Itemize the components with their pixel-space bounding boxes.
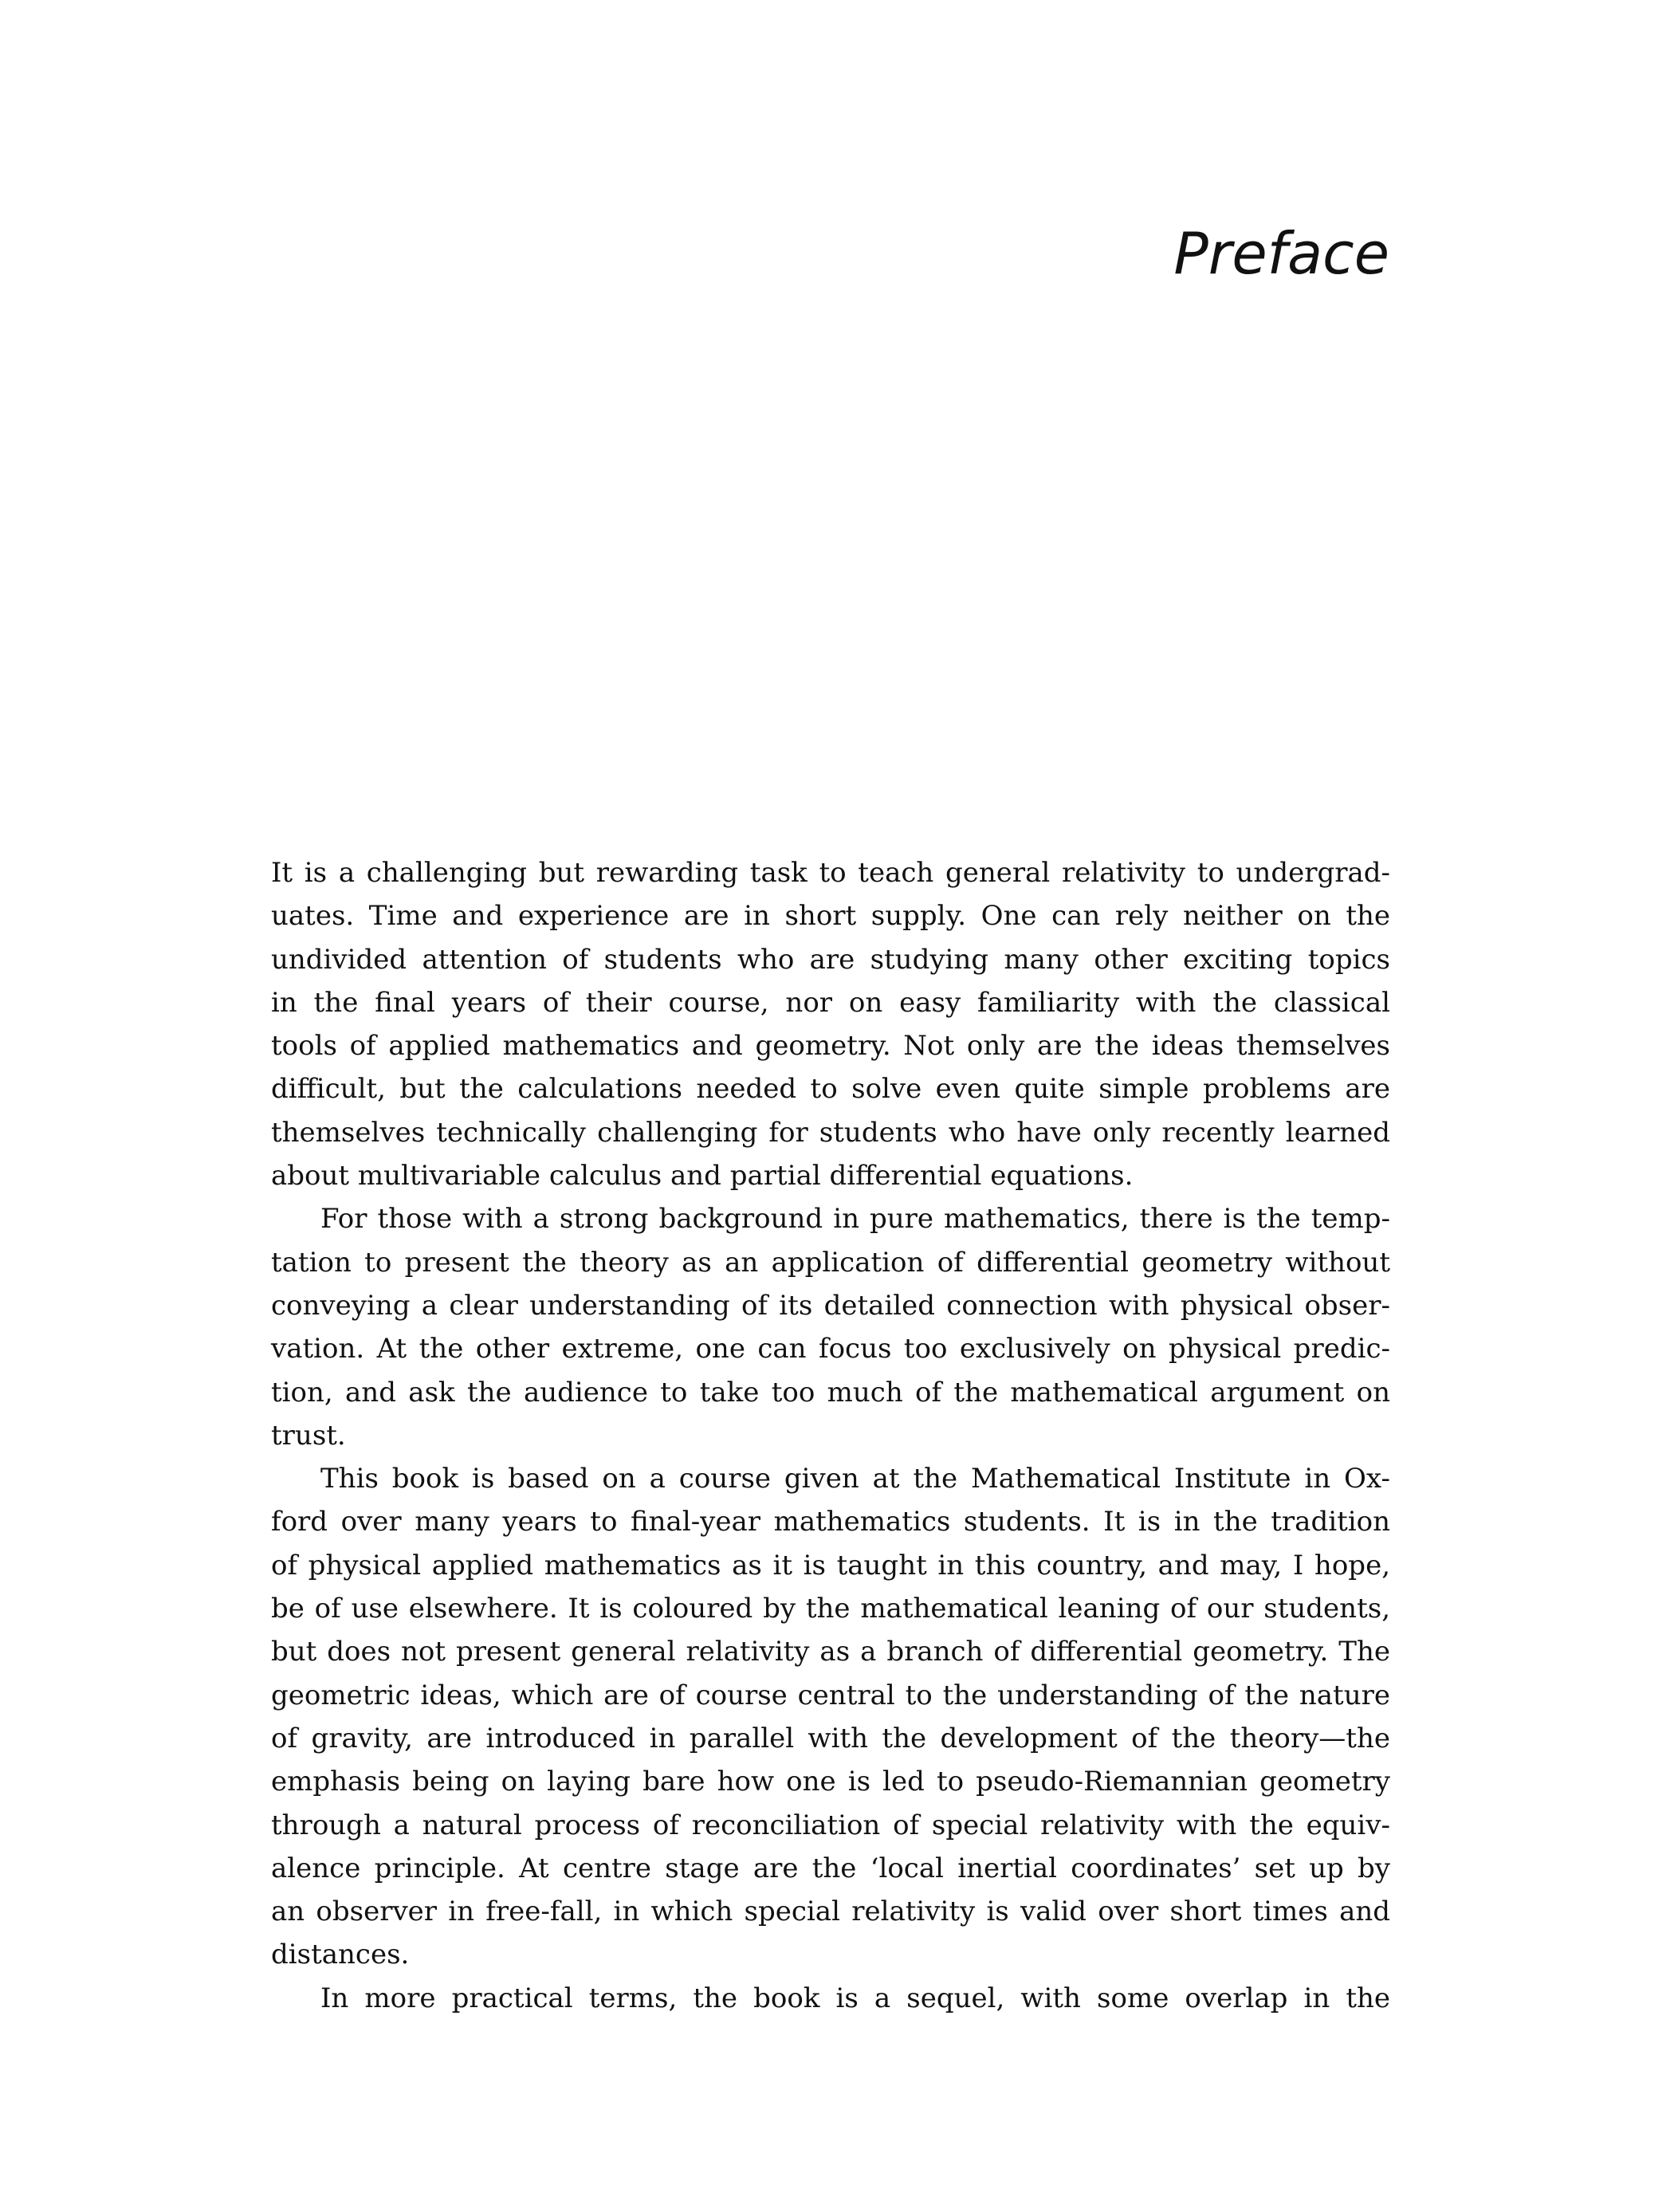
text-line: geometric ideas, which are of course central to the understanding of the nature bbox=[271, 1679, 1390, 1711]
text-line: difficult, but the calculations needed to solve even quite simple problems are bbox=[271, 1073, 1390, 1106]
text-line: alence principle. At centre stage are the ‘local inertial coordinates’ set up by bbox=[271, 1852, 1390, 1884]
text-line: in the final years of their course, nor on easy familiarity with the classical bbox=[271, 986, 1390, 1019]
text-line: tation to present the theory as an application of differential geometry without bbox=[271, 1246, 1390, 1279]
text-line: It is a challenging but rewarding task to teach general relativity to undergrad- bbox=[271, 857, 1390, 889]
text-line: conveying a clear understanding of its detailed connection with physical obser- bbox=[271, 1289, 1390, 1322]
chapter-title: Preface bbox=[1173, 220, 1389, 287]
text-line: themselves technically challenging for students who have only recently learned bbox=[271, 1116, 1390, 1149]
text-line: but does not present general relativity as a branch of differential geometry. The bbox=[271, 1636, 1390, 1668]
text-line: This book is based on a course given at the Mathematical Institute in Ox- bbox=[320, 1463, 1390, 1495]
text-line: distances. bbox=[271, 1939, 410, 1971]
text-line: tion, and ask the audience to take too much of the mathematical argument on bbox=[271, 1376, 1390, 1409]
paragraph-1 bbox=[271, 851, 1390, 1197]
text-line: through a natural process of reconciliation of special relativity with the equiv- bbox=[271, 1809, 1390, 1841]
text-line: an observer in free-fall, in which special relativity is valid over short times and bbox=[271, 1896, 1390, 1928]
text-line: vation. At the other extreme, one can focus too exclusively on physical predic- bbox=[271, 1333, 1390, 1365]
text-line: tools of applied mathematics and geometry. Not only are the ideas themselves bbox=[271, 1030, 1390, 1063]
paragraph-4 bbox=[271, 1977, 1390, 2020]
text-line: ford over many years to final-year mathematics students. It is in the tradition bbox=[271, 1506, 1390, 1538]
text-line: trust. bbox=[271, 1419, 346, 1452]
text-line: undivided attention of students who are studying many other exciting topics bbox=[271, 943, 1390, 976]
text-line: be of use elsewhere. It is coloured by the mathematical leaning of our students, bbox=[271, 1593, 1390, 1625]
preface-body bbox=[271, 851, 1390, 2020]
text-line: about multivariable calculus and partial differential equations. bbox=[271, 1160, 1134, 1192]
text-line: In more practical terms, the book is a sequel, with some overlap in the bbox=[320, 1982, 1390, 2014]
text-line: emphasis being on laying bare how one is led to pseudo-Riemannian geometry bbox=[271, 1766, 1390, 1798]
text-line: of gravity, are introduced in parallel with the development of the theory—the bbox=[271, 1722, 1390, 1754]
paragraph-2 bbox=[271, 1197, 1390, 1457]
text-line: uates. Time and experience are in short supply. One can rely neither on the bbox=[271, 900, 1390, 933]
text-line: For those with a strong background in pure mathematics, there is the temp- bbox=[320, 1203, 1390, 1236]
paragraph-3 bbox=[271, 1457, 1390, 1977]
text-line: of physical applied mathematics as it is taught in this country, and may, I hope, bbox=[271, 1549, 1390, 1581]
